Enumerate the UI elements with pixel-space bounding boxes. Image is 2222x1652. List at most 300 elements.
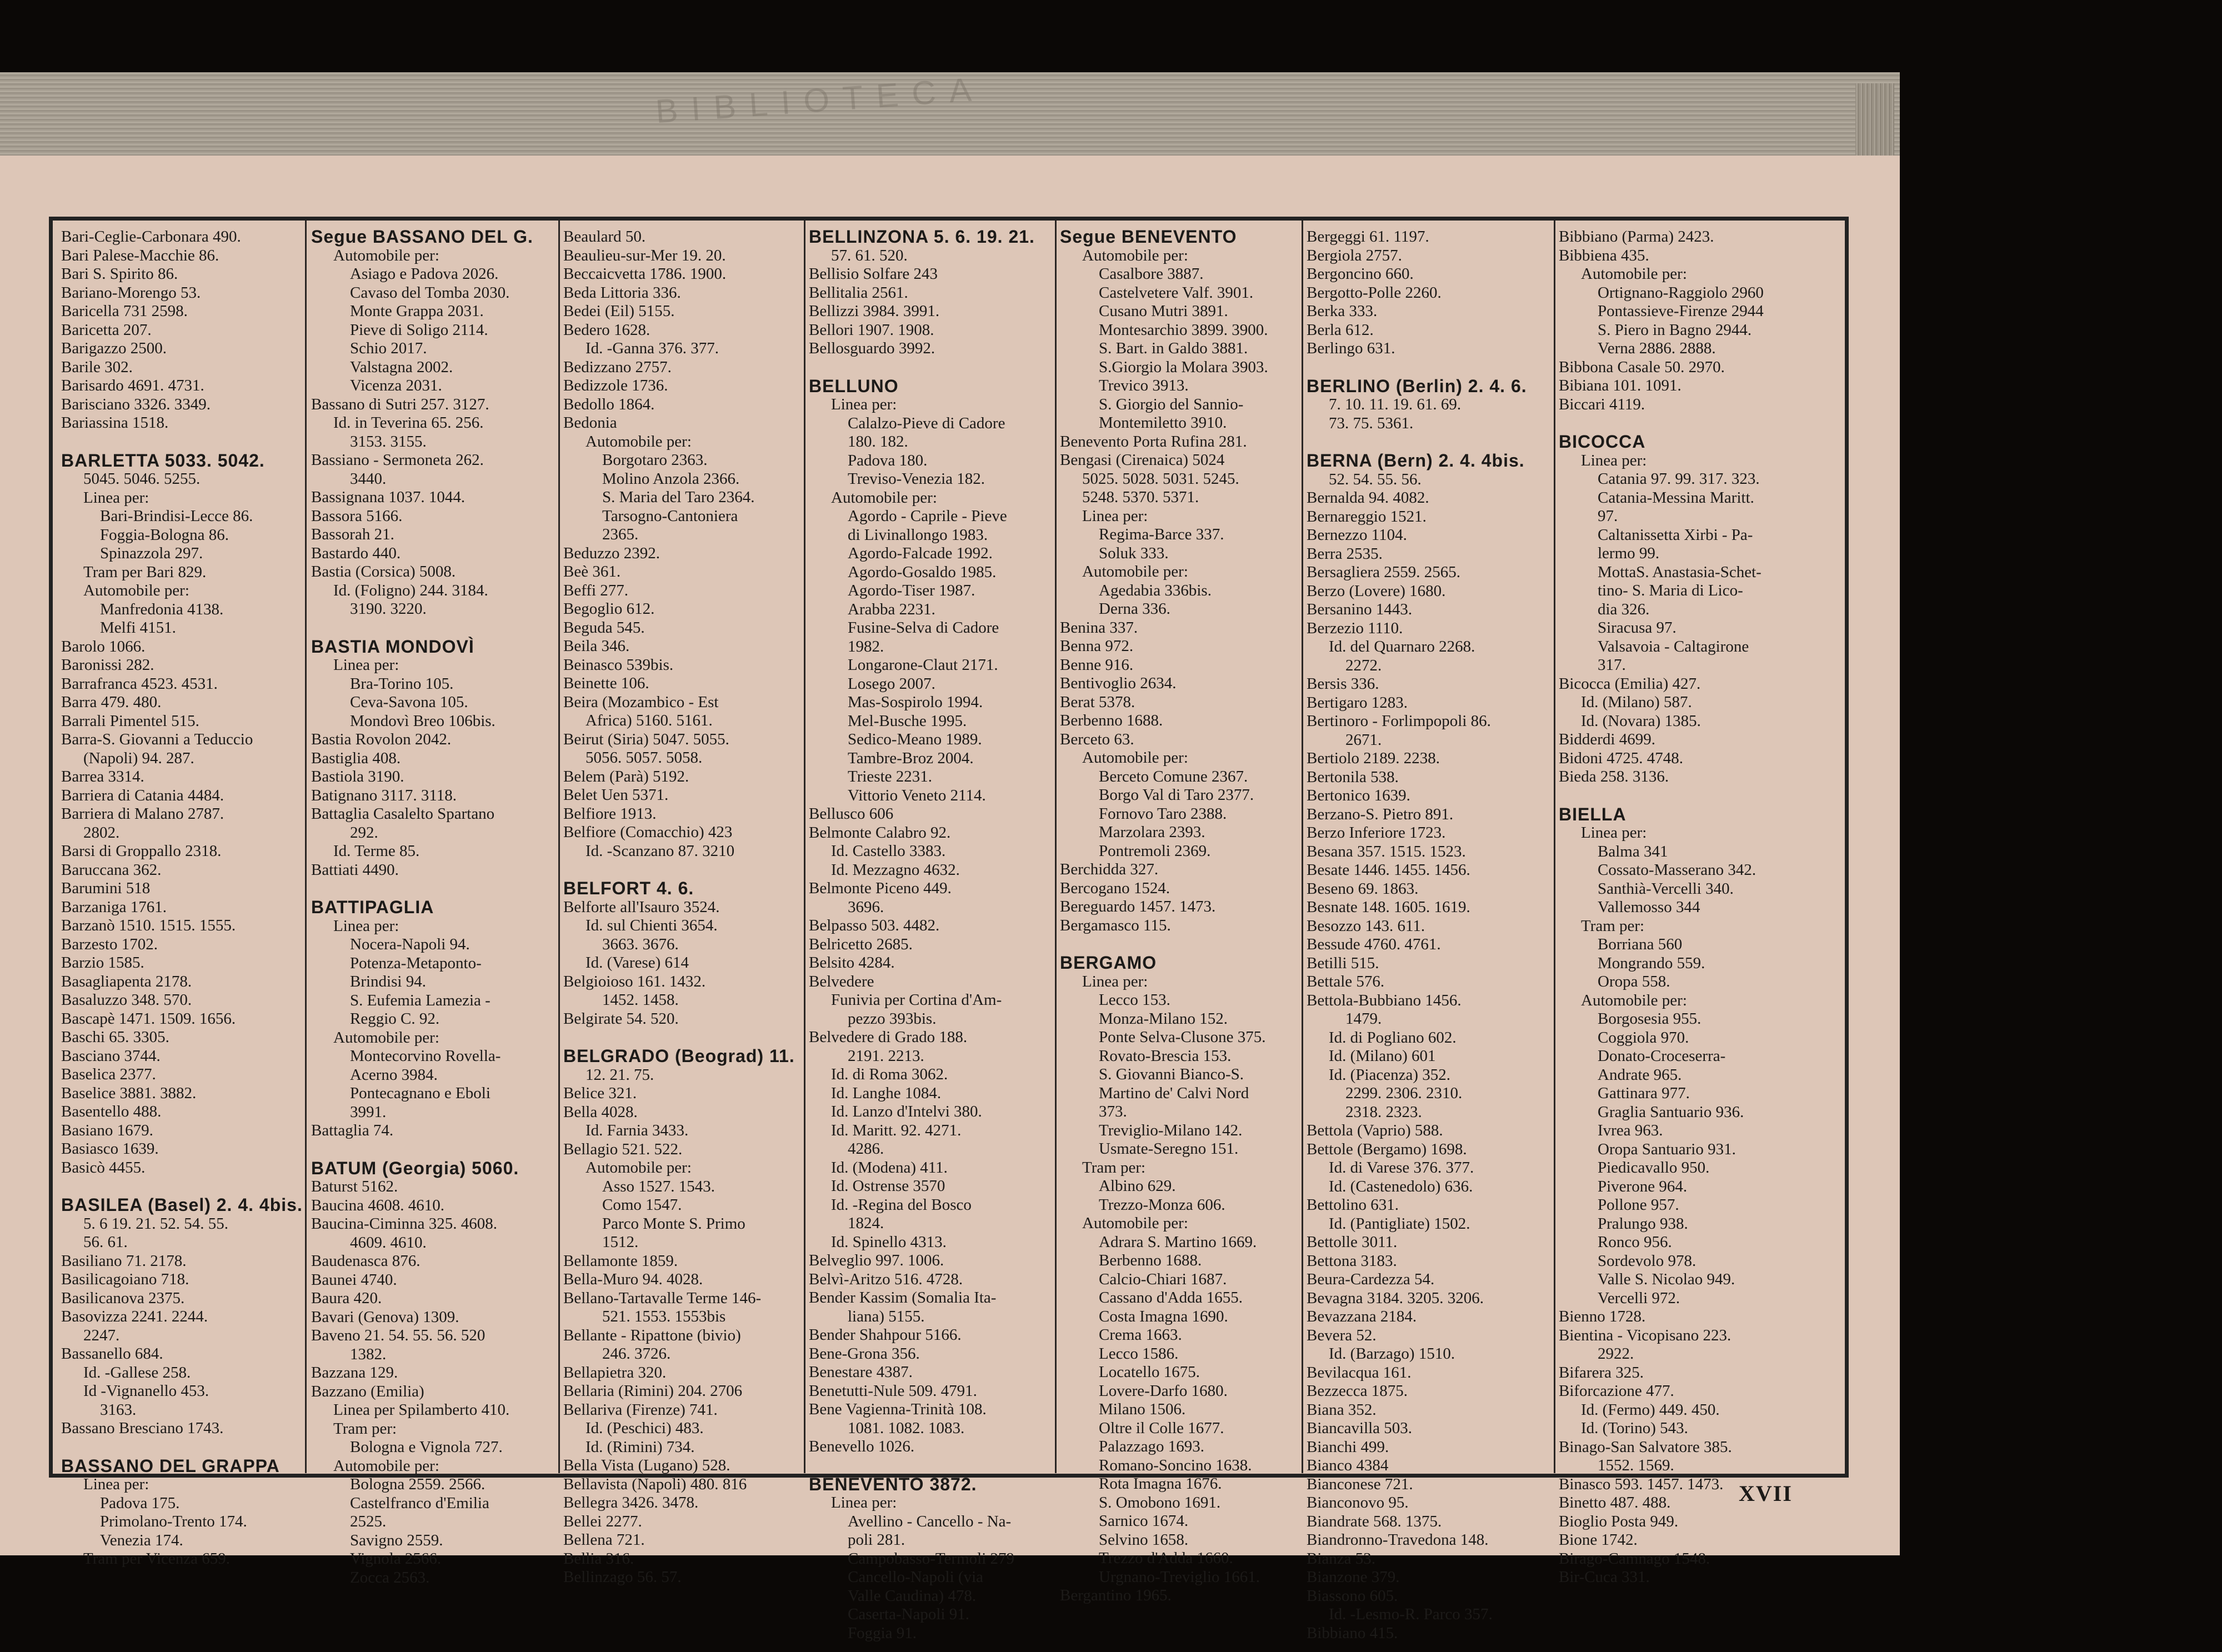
index-entry: Linea per: — [83, 1475, 149, 1493]
index-entry: Santhià-Vercelli 340. — [1598, 879, 1734, 898]
index-heading: BATTIPAGLIA — [311, 897, 434, 917]
index-entry: Id. Terme 85. — [333, 842, 420, 860]
index-entry: Bergantino 1965. — [1060, 1586, 1172, 1604]
index-entry: Barrea 3314. — [61, 768, 144, 785]
index-entry: 5025. 5028. 5031. 5245. — [1082, 469, 1239, 488]
index-entry: Reggio C. 92. — [350, 1010, 440, 1028]
index-entry: Berchidda 327. — [1060, 860, 1159, 878]
index-entry: Rota Imagna 1676. — [1099, 1475, 1222, 1493]
index-entry: Bersanino 1443. — [1307, 600, 1413, 618]
index-entry: Bedei (Eil) 5155. — [563, 302, 675, 320]
column-separator — [804, 221, 805, 1473]
index-entry: Id. (Novara) 1385. — [1581, 712, 1701, 730]
index-entry: Mas-Sospirolo 1994. — [848, 693, 983, 711]
index-entry: Bellamonte 1859. — [563, 1251, 678, 1270]
index-entry: Bari-Ceglie-Carbonara 490. — [61, 228, 241, 246]
index-entry: Bologna 2559. 2566. — [350, 1475, 486, 1493]
index-entry: Bedizzole 1736. — [563, 377, 668, 394]
index-entry: Linea per: — [831, 396, 897, 413]
index-entry: Mel-Busche 1995. — [848, 712, 967, 730]
index-entry: Bersagliera 2559. 2565. — [1307, 563, 1461, 581]
index-entry: Betilli 515. — [1307, 954, 1379, 972]
index-entry: Belet Uen 5371. — [563, 786, 669, 804]
index-entry: Bergoncino 660. — [1307, 265, 1414, 283]
index-entry: Benne 916. — [1060, 655, 1134, 674]
index-entry: Baturst 5162. — [311, 1178, 398, 1195]
index-entry: Bellegra 3426. 3478. — [563, 1494, 699, 1511]
index-entry: Begoglio 612. — [563, 600, 655, 618]
index-entry: Beguda 545. — [563, 618, 645, 637]
index-entry: Bella 4028. — [563, 1103, 638, 1121]
index-entry: Bedero 1628. — [563, 321, 650, 339]
index-entry: 5056. 5057. 5058. — [585, 749, 703, 767]
index-entry: Calcio-Chiari 1687. — [1099, 1270, 1227, 1288]
index-entry: S. Giovanni Bianco-S. — [1099, 1065, 1244, 1083]
index-entry: Vicenza 2031. — [350, 377, 442, 394]
index-entry: 2247. — [83, 1326, 120, 1344]
index-entry: Linea per Spilamberto 410. — [333, 1401, 510, 1419]
index-entry: Urgnano-Treviglio 1661. — [1099, 1568, 1260, 1586]
index-entry: Bicocca (Emilia) 427. — [1559, 674, 1701, 693]
index-heading: BENEVENTO 3872. — [809, 1474, 977, 1494]
index-entry: Automobile per: — [1082, 1214, 1188, 1232]
index-entry: Bertonila 538. — [1307, 768, 1399, 786]
index-entry: Id. di Varese 376. 377. — [1329, 1159, 1474, 1177]
index-entry: Barile 302. — [61, 358, 133, 376]
index-entry: Schio 2017. — [350, 339, 427, 357]
index-entry: Fusine-Selva di Cadore — [848, 619, 999, 637]
index-entry: Pieve di Soligo 2114. — [350, 321, 488, 339]
index-entry: 2802. — [83, 823, 120, 842]
index-entry: Linea per: — [831, 1494, 897, 1511]
index-entry: Bene Vagienna-Trinità 108. — [809, 1400, 987, 1418]
index-entry: Bergamasco 115. — [1060, 916, 1171, 934]
index-entry: Id. -Regina del Bosco — [831, 1195, 972, 1214]
index-entry: Beè 361. — [563, 563, 621, 580]
index-entry: Automobile per: — [333, 246, 439, 264]
index-entry: 1824. — [848, 1214, 884, 1232]
index-entry: Berlingo 631. — [1307, 339, 1395, 357]
index-entry: Belfiore (Comacchio) 423 — [563, 823, 733, 841]
index-entry: Belvì-Aritzo 516. 4728. — [809, 1270, 963, 1288]
index-entry: S. Piero in Bagno 2944. — [1598, 321, 1752, 339]
index-entry: S.Giorgio la Molara 3903. — [1099, 358, 1268, 376]
index-entry: Bir-Cuca 331. — [1559, 1568, 1650, 1586]
index-entry: Bernareggio 1521. — [1307, 507, 1427, 525]
index-entry: Linea per: — [1082, 972, 1148, 990]
index-entry: Catania 97. 99. 317. 323. — [1598, 470, 1760, 488]
index-entry: Bezzecca 1875. — [1307, 1382, 1408, 1400]
index-entry: MottaS. Anastasia-Schet- — [1598, 563, 1761, 581]
index-entry: Bassorah 21. — [311, 525, 394, 543]
index-entry: Derna 336. — [1099, 600, 1170, 618]
index-entry: Id. (Varese) 614 — [585, 954, 689, 972]
index-entry: Coggiola 970. — [1598, 1028, 1689, 1047]
index-heading: BELLINZONA 5. 6. 19. 21. — [809, 227, 1035, 247]
index-entry: Caserta-Napoli 91. — [848, 1605, 970, 1623]
index-entry: Bibbiano 415. — [1307, 1624, 1398, 1642]
index-entry: Trieste 2231. — [848, 768, 932, 785]
index-entry: Manfredonia 4138. — [100, 600, 224, 618]
index-entry: Baudenasca 876. — [311, 1252, 421, 1270]
index-entry: Berceto 63. — [1060, 730, 1134, 748]
index-entry: Bergiola 2757. — [1307, 246, 1402, 264]
index-entry: Bianco 4384 — [1307, 1456, 1389, 1474]
index-entry: Ivrea 963. — [1598, 1122, 1663, 1139]
index-entry: 1382. — [350, 1345, 387, 1363]
index-column-1 — [61, 228, 303, 1568]
index-entry: Bertinoro - Forlimpopoli 86. — [1307, 712, 1491, 730]
index-entry: 3190. 3220. — [350, 600, 427, 618]
index-entry: Zocca 2563. — [350, 1568, 430, 1586]
index-entry: tino- S. Maria di Lico- — [1598, 582, 1743, 599]
index-entry: Bazzana 129. — [311, 1364, 398, 1381]
index-entry: 1081. 1082. 1083. — [848, 1419, 965, 1437]
index-entry: Pollone 957. — [1598, 1196, 1679, 1214]
index-entry: Berzo (Lovere) 1680. — [1307, 582, 1446, 600]
index-entry: Spinazzola 297. — [100, 544, 203, 562]
index-entry: S. Giorgio del Sannio- — [1099, 395, 1244, 413]
library-stamp: BIBLIOTECA — [654, 70, 986, 131]
index-entry: Bidoni 4725. 4748. — [1559, 749, 1683, 767]
index-entry: Bioglio Posta 949. — [1559, 1512, 1679, 1530]
index-entry: Id. -Lesmo-R. Parco 357. — [1329, 1605, 1493, 1623]
index-entry: 56. 61. — [83, 1233, 128, 1251]
index-entry: Biforcazione 477. — [1559, 1382, 1674, 1400]
index-entry: Usmate-Seregno 151. — [1099, 1140, 1239, 1158]
index-entry: Marzolara 2393. — [1099, 823, 1205, 841]
index-entry: Belvedere di Grado 188. — [809, 1028, 968, 1046]
index-entry: Barigazzo 2500. — [61, 339, 167, 357]
index-entry: Bertigaro 1283. — [1307, 693, 1408, 712]
index-entry: Id. (Pantigliate) 1502. — [1329, 1214, 1470, 1233]
index-entry: Belricetto 2685. — [809, 935, 913, 953]
index-entry: Bevagna 3184. 3205. 3206. — [1307, 1289, 1484, 1307]
index-entry: Tram per: — [333, 1419, 397, 1438]
index-entry: Bibbiano (Parma) 2423. — [1559, 228, 1714, 246]
index-entry: Bevazzana 2184. — [1307, 1308, 1417, 1325]
index-entry: Baucina 4608. 4610. — [311, 1196, 445, 1214]
index-entry: Besozzo 143. 611. — [1307, 917, 1425, 935]
index-entry: Bione 1742. — [1559, 1531, 1638, 1549]
index-entry: Biassono 605. — [1307, 1586, 1398, 1605]
index-entry: Martino de' Calvi Nord — [1099, 1084, 1249, 1102]
index-entry: Berka 333. — [1307, 302, 1378, 320]
index-entry: Bellante - Ripattone (bivio) — [563, 1326, 741, 1344]
index-entry: Funivia per Cortina d'Am- — [831, 991, 1002, 1009]
index-entry: Ronco 956. — [1598, 1233, 1672, 1251]
index-entry: Binetto 487. 488. — [1559, 1494, 1671, 1511]
index-entry: 57. 61. 520. — [831, 246, 908, 264]
index-entry: 1512. — [602, 1233, 639, 1251]
index-entry: Catania-Messina Maritt. — [1598, 488, 1754, 507]
index-entry: Automobile per: — [831, 488, 937, 507]
index-entry: Barisardo 4691. 4731. — [61, 377, 204, 394]
index-entry: Bedollo 1864. — [563, 395, 655, 413]
index-entry: Id. -Ganna 376. 377. — [585, 339, 719, 357]
index-heading: BELFORT 4. 6. — [563, 878, 694, 898]
index-entry: Linea per: — [333, 656, 399, 674]
page-number: XVII — [1739, 1481, 1793, 1506]
index-entry: Id. (Foligno) 244. 3184. — [333, 581, 488, 599]
index-entry: Oltre il Colle 1677. — [1099, 1419, 1224, 1437]
index-entry: Bari Palese-Macchie 86. — [61, 246, 219, 264]
index-entry: lermo 99. — [1598, 544, 1660, 562]
index-entry: Bevilacqua 161. — [1307, 1363, 1412, 1381]
index-entry: Beaulard 50. — [563, 228, 646, 246]
index-entry: Bascapè 1471. 1509. 1656. — [61, 1009, 236, 1028]
index-entry: Berzezio 1110. — [1307, 619, 1403, 637]
index-entry: Biandrate 568. 1375. — [1307, 1512, 1442, 1530]
index-entry: Cusano Mutri 3891. — [1099, 302, 1228, 320]
index-entry: Potenza-Metaponto- — [350, 954, 482, 972]
index-entry: Lecco 153. — [1099, 991, 1170, 1009]
index-entry: Belpasso 503. 4482. — [809, 917, 940, 934]
index-entry: Baucina-Ciminna 325. 4608. — [311, 1215, 498, 1233]
index-entry: Baruccana 362. — [61, 860, 162, 879]
index-entry: Calalzo-Pieve di Cadore — [848, 414, 1005, 432]
index-entry: 1982. — [848, 637, 884, 655]
index-entry: Basciano 3744. — [61, 1047, 161, 1065]
index-entry: Bellisio Solfare 243 — [809, 265, 938, 283]
index-entry: Bellano-Tartavalle Terme 146- — [563, 1289, 762, 1307]
index-entry: Battiati 4490. — [311, 860, 399, 879]
index-entry: Bertonico 1639. — [1307, 787, 1410, 804]
index-entry: Belvedere — [809, 972, 874, 990]
index-entry: Albino 629. — [1099, 1177, 1176, 1195]
index-heading: BARLETTA 5033. 5042. — [61, 450, 265, 470]
index-entry: Melfi 4151. — [100, 619, 176, 637]
index-entry: Basiasco 1639. — [61, 1140, 159, 1158]
index-entry: Benevento Porta Rufina 281. — [1060, 432, 1247, 450]
index-entry: Basaluzzo 348. 570. — [61, 991, 192, 1009]
index-entry: Padova 175. — [100, 1494, 180, 1512]
index-entry: Bergotto-Polle 2260. — [1307, 283, 1442, 302]
index-entry: Longarone-Claut 2171. — [848, 656, 998, 674]
index-entry: Lovere-Darfo 1680. — [1099, 1381, 1228, 1400]
index-entry: Belforte all'Isauro 3524. — [563, 898, 720, 916]
index-entry: Parco Monte S. Primo — [602, 1214, 745, 1233]
index-entry: 73. 75. 5361. — [1329, 414, 1414, 432]
index-entry: Bologna e Vignola 727. — [350, 1438, 503, 1456]
index-entry: Acerno 3984. — [350, 1065, 438, 1084]
index-entry: Automobile per: — [585, 1159, 692, 1177]
index-entry: Benetutti-Nule 509. 4791. — [809, 1381, 977, 1400]
index-entry: Bassignana 1037. 1044. — [311, 488, 466, 506]
index-entry: Borgotaro 2363. — [602, 451, 708, 469]
index-entry: S. Maria del Taro 2364. — [602, 488, 755, 506]
index-entry: Berzo Inferiore 1723. — [1307, 824, 1446, 842]
index-entry: Lecco 1586. — [1099, 1344, 1179, 1363]
index-entry: Milano 1506. — [1099, 1400, 1186, 1418]
index-entry: Piedicavallo 950. — [1598, 1159, 1710, 1177]
index-entry: Bettole (Bergamo) 1698. — [1307, 1140, 1467, 1158]
index-entry: Cossato-Masserano 342. — [1598, 861, 1756, 879]
index-entry: 2318. 2323. — [1345, 1103, 1422, 1121]
index-entry: Automobile per: — [585, 432, 692, 450]
index-entry: 3696. — [848, 898, 884, 916]
index-entry: Id. (Milano) 587. — [1581, 693, 1692, 711]
index-entry: Bella Vista (Lugano) 528. — [563, 1456, 730, 1474]
index-entry: Automobile per: — [1082, 749, 1188, 767]
index-entry: Bellavista (Napoli) 480. 816 — [563, 1475, 747, 1493]
index-entry: Biana 352. — [1307, 1400, 1377, 1419]
index-entry: Mongrando 559. — [1598, 954, 1705, 972]
index-entry: Bellusco 606 — [809, 805, 894, 823]
index-entry: Castelfranco d'Emilia — [350, 1494, 489, 1512]
index-entry: Binago-San Salvatore 385. — [1559, 1438, 1732, 1456]
index-entry: Africa) 5160. 5161. — [585, 712, 713, 729]
index-entry: (Napoli) 94. 287. — [83, 749, 194, 767]
index-entry: Bettona 3183. — [1307, 1251, 1397, 1270]
index-entry: 1552. 1569. — [1598, 1456, 1674, 1474]
index-entry: S. Omobono 1691. — [1099, 1493, 1221, 1511]
index-entry: 3991. — [350, 1103, 387, 1121]
index-entry: Id. (Rimini) 734. — [585, 1438, 695, 1456]
index-entry: Belsito 4284. — [809, 954, 895, 972]
index-entry: Id. (Peschici) 483. — [585, 1419, 704, 1437]
index-entry: Siracusa 97. — [1598, 619, 1676, 637]
index-entry: Agordo-Tiser 1987. — [848, 582, 975, 599]
index-entry: Berla 612. — [1307, 321, 1374, 339]
index-entry: Treviso-Venezia 182. — [848, 470, 985, 488]
index-entry: Borriana 560 — [1598, 935, 1683, 953]
index-entry: Bibiana 101. 1091. — [1559, 377, 1681, 394]
index-entry: Pralungo 938. — [1598, 1214, 1688, 1233]
index-entry: Beffi 277. — [563, 581, 629, 599]
index-entry: Baricella 731 2598. — [61, 302, 188, 320]
index-entry: Andrate 965. — [1598, 1065, 1682, 1084]
index-entry: Graglia Santuario 936. — [1598, 1103, 1744, 1121]
index-entry: Fornovo Taro 2388. — [1099, 804, 1227, 823]
index-entry: Id. Ostrense 3570 — [831, 1177, 945, 1195]
index-entry: Besana 357. 1515. 1523. — [1307, 842, 1466, 860]
index-entry: Donato-Croceserra- — [1598, 1047, 1726, 1065]
index-entry: poli 281. — [848, 1531, 905, 1549]
index-entry: pezzo 393bis. — [848, 1009, 937, 1028]
index-entry: Regima-Barce 337. — [1099, 525, 1224, 543]
index-entry: Borgosesia 955. — [1598, 1010, 1701, 1028]
index-heading: BERGAMO — [1060, 953, 1157, 973]
index-entry: Valstagna 2002. — [350, 358, 453, 376]
index-entry: Id. sul Chienti 3654. — [585, 917, 718, 934]
index-entry: Bianchi 499. — [1307, 1438, 1389, 1456]
index-entry: Savigno 2559. — [350, 1531, 443, 1549]
index-entry: Automobile per: — [1581, 991, 1687, 1009]
index-entry: Belgioioso 161. 1432. — [563, 972, 706, 990]
index-entry: Rovato-Brescia 153. — [1099, 1047, 1232, 1065]
index-entry: di Livinallongo 1983. — [848, 525, 988, 544]
index-entry: Bellosguardo 3992. — [809, 339, 935, 357]
index-entry: Oropa Santuario 931. — [1598, 1140, 1736, 1158]
index-entry: Bettola (Vaprio) 588. — [1307, 1122, 1443, 1139]
index-entry: Belice 321. — [563, 1084, 637, 1102]
index-entry: Barzesto 1702. — [61, 935, 158, 953]
index-entry: Id. (Modena) 411. — [831, 1158, 948, 1177]
index-entry: Baselice 3881. 3882. — [61, 1084, 197, 1102]
index-entry: 3663. 3676. — [602, 935, 679, 953]
index-entry: Benina 337. — [1060, 618, 1138, 637]
index-entry: Id. di Pogliano 602. — [1329, 1028, 1457, 1047]
index-entry: Bellaria (Rimini) 204. 2706 — [563, 1382, 743, 1400]
index-entry: Romano-Soncino 1638. — [1099, 1456, 1252, 1474]
index-entry: Id. -Gallese 258. — [83, 1363, 191, 1381]
index-entry: Bifarera 325. — [1559, 1363, 1644, 1381]
index-entry: Belfiore 1913. — [563, 804, 657, 823]
index-heading: Segue BASSANO DEL G. — [311, 227, 533, 247]
index-entry: Tram per Bari 829. — [83, 563, 207, 581]
index-entry: Linea per: — [333, 917, 399, 935]
index-entry: 5. 6 19. 21. 52. 54. 55. — [83, 1214, 228, 1233]
index-entry: 2191. 2213. — [848, 1047, 924, 1065]
index-entry: Beccaicvetta 1786. 1900. — [563, 265, 727, 283]
index-entry: Automobile per: — [333, 1028, 439, 1047]
index-entry: Tram per Vicenza 659. — [83, 1550, 231, 1568]
index-entry: 2365. — [602, 525, 639, 543]
index-entry: Bella-Muro 94. 4028. — [563, 1270, 703, 1288]
index-entry: Padova 180. — [848, 451, 928, 469]
index-entry: 1452. 1458. — [602, 991, 679, 1009]
index-entry: Costa Imagna 1690. — [1099, 1307, 1228, 1325]
index-entry: Bellei 2277. — [563, 1512, 642, 1530]
index-entry: Trevico 3913. — [1099, 377, 1189, 394]
index-entry: 3440. — [350, 469, 387, 488]
index-entry: Id. (Castenedolo) 636. — [1329, 1177, 1473, 1195]
index-entry: Cassano d'Adda 1655. — [1099, 1289, 1243, 1306]
index-entry: Valle Caudina) 478. — [848, 1586, 977, 1605]
index-entry: Battaglia Casalelto Spartano — [311, 805, 495, 823]
index-entry: Id. Langhe 1084. — [831, 1084, 942, 1102]
index-entry: Bibbona Casale 50. 2970. — [1559, 358, 1725, 376]
index-entry: Sedico-Meano 1989. — [848, 730, 982, 748]
index-entry: Barzaniga 1761. — [61, 898, 167, 916]
index-entry: Barisciano 3326. 3349. — [61, 395, 211, 413]
index-heading: BERNA (Bern) 2. 4. 4bis. — [1307, 450, 1525, 470]
index-entry: Id. Mezzagno 4632. — [831, 860, 960, 879]
index-entry: Foggia 91. — [848, 1624, 917, 1642]
column-separator — [1055, 221, 1057, 1473]
index-entry: Bereguardo 1457. 1473. — [1060, 898, 1216, 915]
index-entry: Automobile per: — [333, 1456, 439, 1475]
index-entry: Besnate 148. 1605. 1619. — [1307, 898, 1470, 916]
index-entry: Gattinara 977. — [1598, 1084, 1690, 1102]
index-entry: Tram per: — [1082, 1158, 1146, 1177]
index-entry: Bianzone 379. — [1307, 1568, 1400, 1586]
index-entry: Id. Lanzo d'Intelvi 380. — [831, 1103, 982, 1120]
index-entry: Foggia-Bologna 86. — [100, 525, 229, 544]
index-entry: Bedizzano 2757. — [563, 358, 672, 376]
index-entry: Basicò 4455. — [61, 1158, 146, 1177]
index-entry: Bastiglia 408. — [311, 749, 401, 767]
column-separator — [558, 221, 560, 1473]
index-entry: Bentivoglio 2634. — [1060, 674, 1177, 692]
index-entry: Bra-Torino 105. — [350, 674, 454, 693]
index-entry: Bari-Brindisi-Lecce 86. — [100, 507, 253, 525]
index-entry: Bientina - Vicopisano 223. — [1559, 1326, 1731, 1344]
index-entry: Bedonia — [563, 414, 617, 432]
index-entry: Agordo - Caprile - Pieve — [848, 507, 1007, 525]
index-entry: Bariano-Morengo 53. — [61, 283, 201, 302]
index-entry: Trezzo d'Adda 1660. — [1099, 1549, 1233, 1567]
index-entry: Barriera di Catania 4484. — [61, 786, 224, 804]
index-entry: Benestare 4387. — [809, 1363, 913, 1381]
index-heading: BICOCCA — [1559, 432, 1646, 452]
index-entry: Barra 479. 480. — [61, 693, 162, 711]
column-separator — [305, 221, 307, 1473]
index-entry: Berat 5378. — [1060, 693, 1135, 711]
index-entry: Oropa 558. — [1598, 973, 1670, 990]
index-entry: Trezzo-Monza 606. — [1099, 1195, 1225, 1214]
